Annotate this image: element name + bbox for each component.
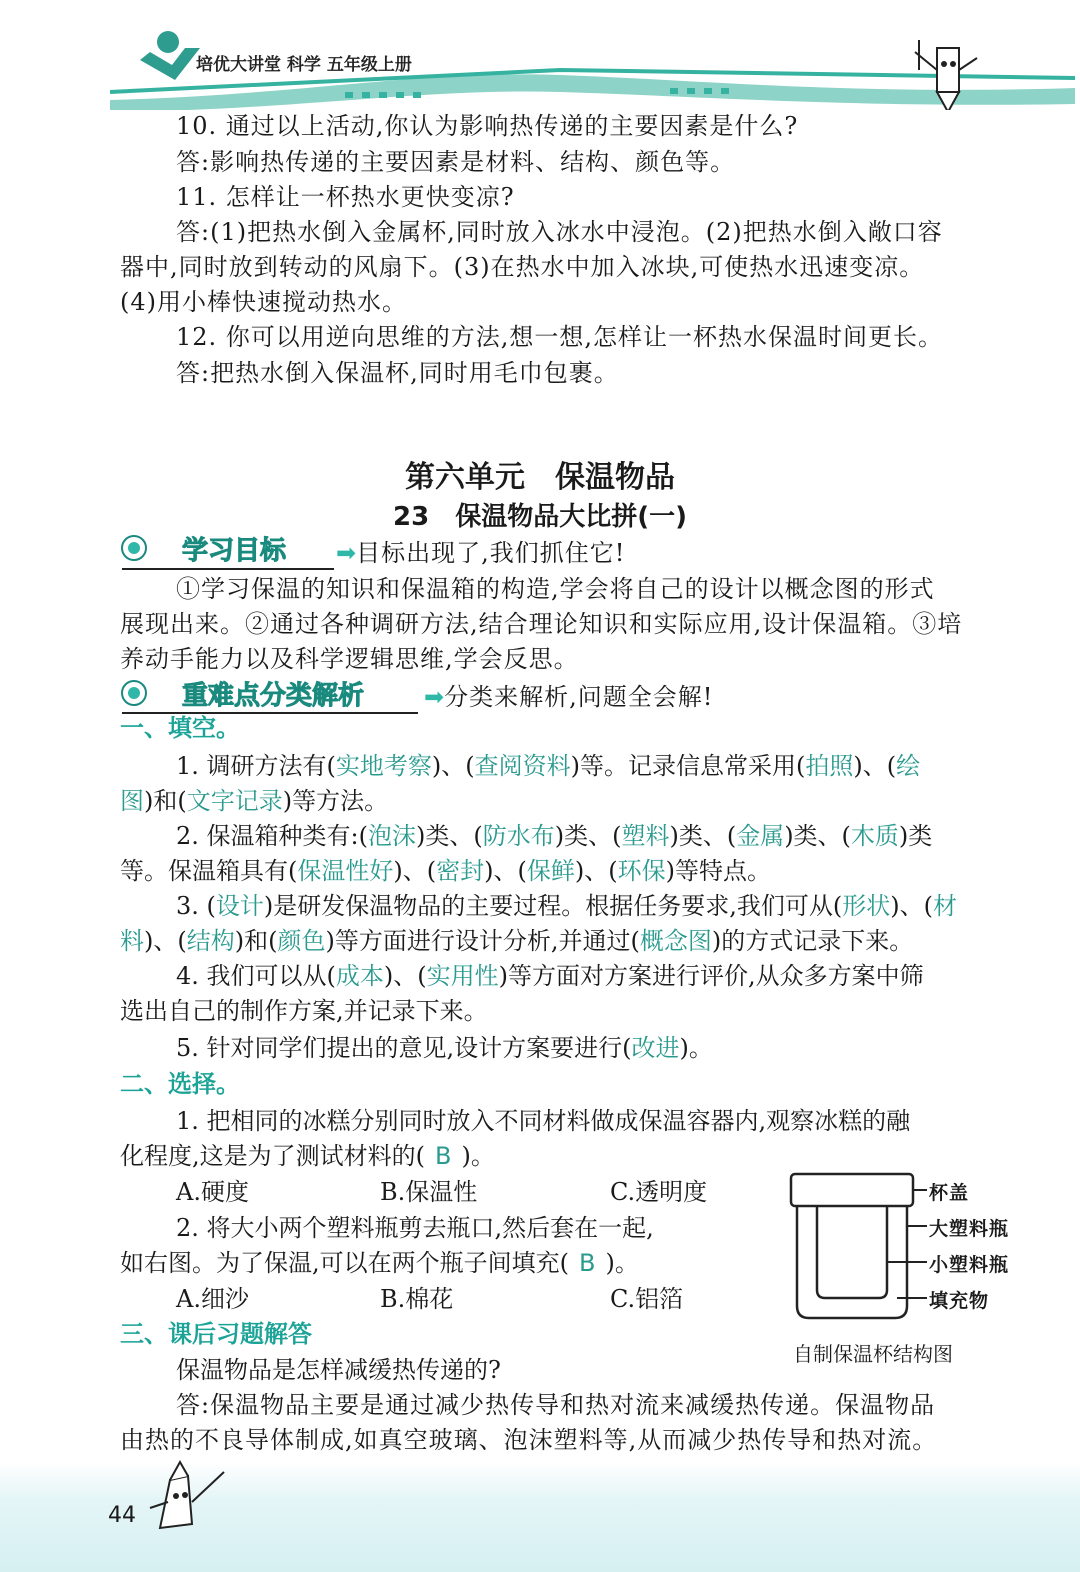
- analysis-label: 重难点分类解析: [182, 681, 365, 711]
- fill-q5: 5. 针对同学们提出的意见,设计方案要进行(改进)。: [176, 1034, 713, 1062]
- choice-heading: 二、选择。: [120, 1070, 240, 1098]
- fill-q3-line2: 料)、(结构)和(颜色)等方面进行设计分析,并通过(概念图)的方式记录下来。: [120, 927, 914, 955]
- goals-underline: [122, 568, 334, 570]
- label-lid: 杯盖: [929, 1182, 970, 1204]
- figure-caption: 自制保温杯结构图: [793, 1342, 953, 1366]
- answer-11-line3: (4)用小棒快速搅动热水。: [120, 288, 407, 316]
- option-c: C.铝箔: [610, 1285, 684, 1313]
- fill-heading: 一、填空。: [120, 714, 240, 742]
- question-10: 10. 通过以上活动,你认为影响热传递的主要因素是什么?: [176, 112, 799, 140]
- answer-11-line2: 器中,同时放到转动的风扇下。(3)在热水中加入冰块,可使热水迅速变凉。: [120, 253, 925, 281]
- fill-q4-line1: 4. 我们可以从(成本)、(实用性)等方面对方案进行评价,从众多方案中筛: [176, 962, 924, 990]
- question-12: 12. 你可以用逆向思维的方法,想一想,怎样让一杯热水保温时间更长。: [176, 323, 944, 351]
- option-b: B.保温性: [380, 1178, 478, 1206]
- page-number: 44: [108, 1503, 136, 1528]
- choice-q2-line1: 2. 将大小两个塑料瓶剪去瓶口,然后套在一起,: [176, 1214, 654, 1242]
- label-big-bottle: 大塑料瓶: [929, 1218, 1010, 1240]
- goals-line3: 养动手能力以及科学逻辑思维,学会反思。: [120, 645, 579, 673]
- publisher-logo-icon: [140, 31, 200, 80]
- fill-q2-line2: 等。保温箱具有(保温性好)、(密封)、(保鲜)、(环保)等特点。: [120, 857, 771, 885]
- choice-q1-line1: 1. 把相同的冰糕分别同时放入不同材料做成保温容器内,观察冰糕的融: [176, 1107, 911, 1135]
- homework-heading: 三、课后习题解答: [120, 1320, 312, 1348]
- fill-q2-line1: 2. 保温箱种类有:(泡沫)类、(防水布)类、(塑料)类、(金属)类、(木质)类: [176, 822, 933, 850]
- homework-answer-line1: 答:保温物品主要是通过减少热传导和热对流来减缓热传递。保温物品: [176, 1391, 936, 1419]
- target-icon: [120, 534, 148, 562]
- choice-q2-line2: 如右图。为了保温,可以在两个瓶子间填充( B )。: [120, 1249, 639, 1277]
- option-c: C.透明度: [610, 1178, 708, 1206]
- option-b: B.棉花: [380, 1285, 454, 1313]
- homework-answer-line2: 由热的不良导体制成,如真空玻璃、泡沫塑料等,从而减少热传导和热对流。: [120, 1426, 938, 1454]
- fill-q1-line1: 1. 调研方法有(实地考察)、(查阅资料)等。记录信息常采用(拍照)、(绘: [176, 752, 921, 780]
- small-bottle: [817, 1206, 887, 1298]
- fill-q4-line2: 选出自己的制作方案,并记录下来。: [120, 997, 488, 1025]
- goals-label: 学习目标: [182, 536, 287, 566]
- analysis-tip: ➡分类来解析,问题全会解!: [424, 683, 714, 711]
- book-title: 培优大讲堂 科学 五年级上册: [196, 55, 412, 75]
- label-filler: 填充物: [929, 1290, 990, 1312]
- label-small-bottle: 小塑料瓶: [929, 1254, 1010, 1276]
- answer-11-line1: 答:(1)把热水倒入金属杯,同时放入冰水中浸泡。(2)把热水倒入敞口容: [176, 218, 943, 246]
- question-11: 11. 怎样让一杯热水更快变凉?: [176, 183, 515, 211]
- pencil-mascot-icon: [140, 1458, 230, 1538]
- answer-12: 答:把热水倒入保温杯,同时用毛巾包裹。: [176, 359, 619, 387]
- goals-line1: ①学习保温的知识和保温箱的构造,学会将自己的设计以概念图的形式: [176, 575, 935, 603]
- cup-lid: [791, 1174, 913, 1206]
- arrow-right-icon: ➡: [424, 683, 445, 711]
- arrow-right-icon: ➡: [336, 539, 357, 567]
- unit-title: 第六单元 保温物品: [405, 460, 675, 495]
- goals-line2: 展现出来。②通过各种调研方法,结合理论知识和实际应用,设计保温箱。③培: [120, 610, 963, 638]
- homework-question: 保温物品是怎样减缓热传递的?: [176, 1356, 501, 1384]
- option-a: A.硬度: [176, 1178, 249, 1206]
- choice-q1-line2: 化程度,这是为了测试材料的( B )。: [120, 1142, 495, 1170]
- target-icon: [120, 679, 148, 707]
- option-a: A.细沙: [176, 1285, 249, 1313]
- goals-tip: ➡目标出现了,我们抓住它!: [336, 539, 626, 567]
- answer-10: 答:影响热传递的主要因素是材料、结构、颜色等。: [176, 148, 736, 176]
- fill-q1-line2: 图)和(文字记录)等方法。: [120, 787, 389, 815]
- header-decoration: [0, 0, 1080, 110]
- fill-q3-line1: 3. (设计)是研发保温物品的主要过程。根据任务要求,我们可从(形状)、(材: [176, 892, 957, 920]
- lesson-title: 23 保温物品大比拼(一): [393, 502, 687, 532]
